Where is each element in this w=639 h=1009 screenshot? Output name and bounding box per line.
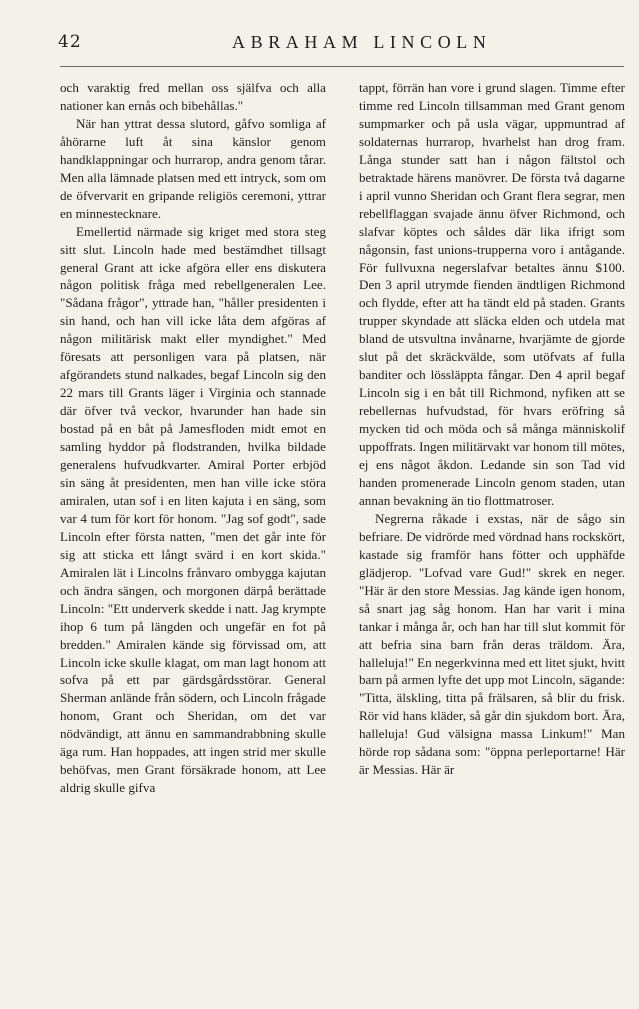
- paragraph: När han yttrat dessa slutord, gåfvo somliga af åhörarne luft åt sina känslor genom handklappningar och hurrarop, andra genom tårar. Men alla lämnade platsen med ett intryck, som om de öfvervarit en gripande religiös ceremoni, yttrar en minnestecknare.: [60, 115, 326, 221]
- left-column: [60, 79, 326, 797]
- paragraph: och varaktig fred mellan oss själfva och alla nationer kan ernås och bibehållas.": [60, 80, 326, 113]
- paragraph: Emellertid närmade sig kriget med stora steg sitt slut. Lincoln hade med bestämdhet tillsagt general Grant att icke afgöra eller ens diskutera någon politisk fråga med rebellgeneralen Lee. "Sådana frågor", yttrade han, "håller presidenten i sin hand, och han vill icke låta dem afgöras af någon militärisk makt eller myndighet." Med föresats att personligen vara på platsen, när afgörandets stund nalkades, begaf Lincoln sig den 22 mars till Grants läger i Virginia och stannade där öfver två veckor, hvarunder han hade sin bostad på en båt på Jamesfloden midt emot en samling hyddor på flodstranden, hvilka bildade generalens hufvudkvarter. Amiral Porter erbjöd sin säng åt presidenten, men han ville icke störa amiralen, utan sof i en liten kajuta i en säng, som var 4 tum för kort för honom. "Jag sof godt", sade Lincoln efter första natten, "men det går inte för sig att sticka ett långt svärd i en kort skida." Amiralen lät i Lincolns frånvaro ombygga kajutan och ändra sängen, och morgonen därpå berättade Lincoln: "Ett underverk skedde i natt. Jag krympte ihop 6 tum på längden och ungefär en fot på bredden." Amiralen kände sig förvissad om, att Lincoln icke skulle klagat, om man lagt honom att sofva på ett par gärdsgårdsstörar. General Sherman anlände från södern, och Lincoln frågade honom, Grant och Sheridan, om det var nödvändigt, att ännu en sammandrabbning skulle äga rum. Han hoppades, att ingen strid mer skulle behöfvas, men Grant försäkrade honom, att Lee aldrig skulle gifva: [60, 223, 326, 796]
- right-column: [359, 79, 625, 779]
- paragraph: Negrerna råkade i exstas, när de sågo sin befriare. De vidrörde med vördnad hans rockskört, kastade sig framför hans fötter och upphäfde glädjerop. "Lofvad vare Gud!" skrek en neger. "Här är den store Messias. Jag kände igen honom, så snart jag såg honom. Han har varit i mina tankar i många år, och han har till slut kommit för att befria sina barn från deras träldom. Ära, halleluja!" En negerkvinna med ett litet sjukt, hvitt barn på armen lyfte det upp mot Lincoln, sägande: "Titta, älskling, titta på frälsaren, så blir du frisk. Rör vid hans kläder, så går din sjukdom bort. Ära, halleluja! Gud välsigna massa Linkum!" Man hörde rop sådana som: "öppna perleportarne! Här är Messias. Här är: [359, 510, 625, 778]
- page-number: 42: [58, 32, 82, 52]
- running-header: [0, 28, 639, 58]
- running-title: ABRAHAM LINCOLN: [232, 32, 492, 52]
- header-rule: [60, 66, 624, 67]
- paragraph: tappt, förrän han vore i grund slagen. Timme efter timme red Lincoln tillsamman med Grant genom sumpmarker och på usla vägar, uppmuntrad af soldaternas hurrarop, hvarhelst han drog fram. Långa stunder satt han i någon fältstol och betraktade härens manövrer. De första två dagarne i april vunno Sheridan och Grant flera segrar, men rebellflaggan svajade ännu öfver Richmond, och slafvar köptes och såldes där lika ifrigt som någonsin, fast unions-trupperna voro i antågande. För fullvuxna negerslafvar betaltes ännu $100. Den 3 april utrymde fienden ändtligen Richmond och flydde, efter att ha tändt eld på staden. Grants trupper skyndade att släcka elden och utdela mat bland de utsvultna invånarne, hvarjämte de gjorde slut på det skräckvälde, som utöfvats af fulla banditer och lössläppta fångar. Den 4 april begaf Lincoln sig i en båt till Richmond, nyfiken att se rebellernas hufvudstad, för hvars eröfring så mycken tid och möda och så många människolif uppoffrats. Ingen militärvakt var honom till mötes, ej ens något åkdon. Ledande sin son Tad vid handen promenerade Lincoln genom staden, utan annan bevakning än tio flottmatroser.: [359, 80, 625, 508]
